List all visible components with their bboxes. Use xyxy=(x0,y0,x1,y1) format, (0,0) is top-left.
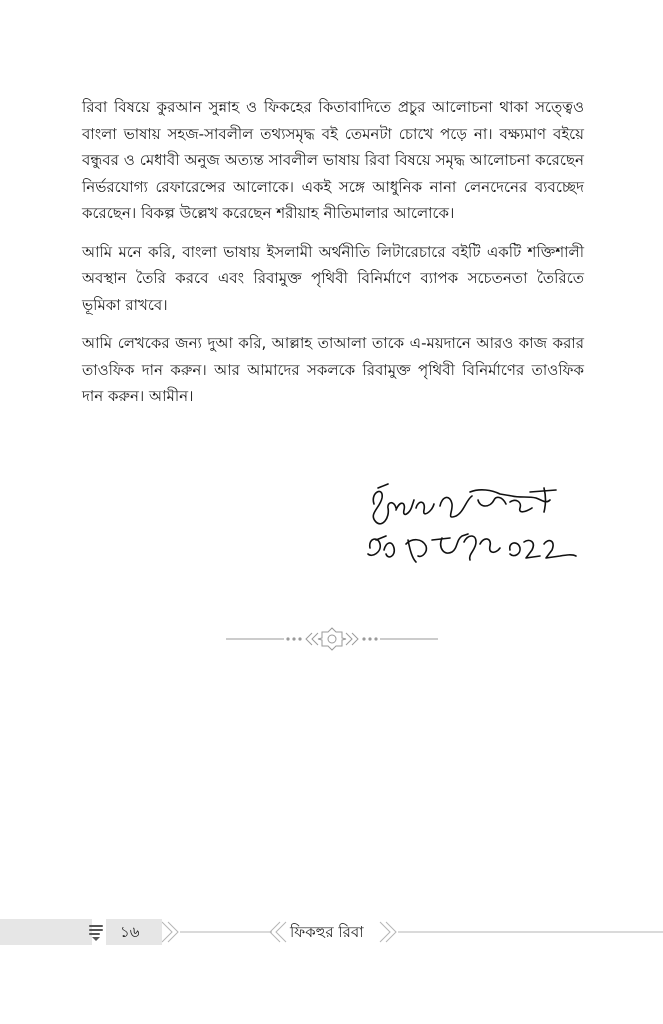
main-content xyxy=(82,94,584,422)
running-title: ফিকহুর রিবা xyxy=(290,923,364,941)
page-number: ১৬ xyxy=(120,923,140,941)
body-paragraph-1: রিবা বিষয়ে কুরআন সুন্নাহ ও ফিকহের কিতাবাদিতে প্রচুর আলোচনা থাকা সত্ত্বেও বাংলা ভাষায় সহজ-সাবলীল তথ্যসমৃদ্ধ বই তেমনটা চোখে পড়ে না। বক্ষ্যমাণ বইয়ে বন্ধুবর ও মেধাবী অনুজ অত্যন্ত সাবলীল ভাষায় রিবা বিষয়ে সমৃদ্ধ আলোচনা করেছেন নির্ভরযোগ্য রেফারেন্সের আলোকে। একই সঙ্গে আধুনিক নানা লেনদেনের ব্যবচ্ছেদ করেছেন। বিকল্প উল্লেখ করেছেন শরীয়াহ নীতিমালার আলোকে। xyxy=(82,98,584,222)
ornamental-divider xyxy=(226,624,438,654)
page-footer xyxy=(0,919,663,945)
body-paragraph-3: আমি লেখকের জন্য দুআ করি, আল্লাহ তাআলা তাকে এ-ময়দানে আরও কাজ করার তাওফিক দান করুন। আর আমাদের সকলকে রিবামুক্ত পৃথিবী বিনির্মাণের তাওফিক দান করুন। আমীন। xyxy=(82,334,584,405)
body-paragraph-2: আমি মনে করি, বাংলা ভাষায় ইসলামী অর্থনীতি লিটারেচারে বইটি একটি শক্তিশালী অবস্থান তৈরি করবে এবং রিবামুক্ত পৃথিবী বিনির্মাণে ব্যাপক সচেতনতা তৈরিতে ভূমিকা রাখবে। xyxy=(82,242,584,314)
handwritten-signature xyxy=(360,478,580,578)
menu-icon xyxy=(86,922,106,942)
